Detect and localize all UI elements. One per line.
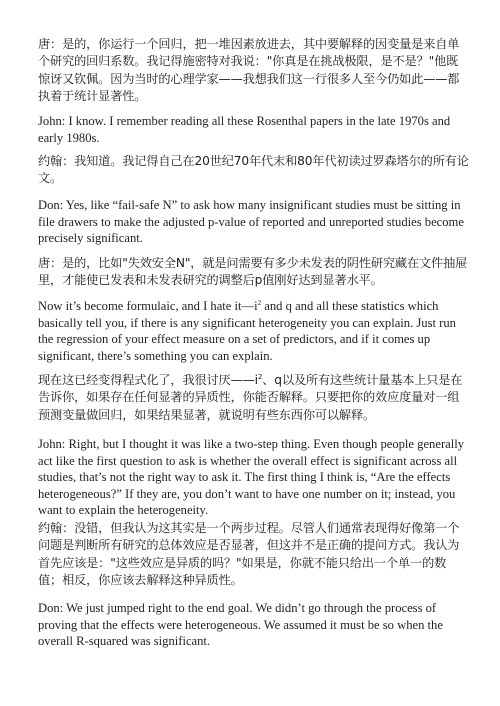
superscript: 2 [257,298,262,307]
paragraph-en-3 [38,298,470,364]
superscript: 2 [257,372,263,381]
paragraph-en-1: John: I know. I remember reading all these Rosenthal papers in the late 1970s and early 1980s. [38,114,451,145]
paragraph-en-4: John: Right, but I thought it was like a two-step thing. Even though people generally act like the first question to ask is whether the overall effect is significant across all studies, that’s not the right way to ask it. The first thing I think is, “Are the effects heterogeneous?” If they are, you don’t want to have one number on it; instead, you want to explain the heterogeneity. [38,437,465,518]
paragraph-en-5: Don: We just jumped right to the end goal. We didn’t go through the process of proving that the effects were heterogeneous. We assumed it must be so when the overall R-squared was significant. [38,601,443,649]
paragraph-zh-3: 唐：是的，比如"失效安全N"，就是问需要有多少未发表的阴性研究藏在文件抽屉里，才能使已发表和未发表研究的调整后p值刚好达到显著水平。 [38,256,468,288]
paragraph-zh-1: 唐：是的，你运行一个回归，把一堆因素放进去，其中要解释的因变量是来自单个研究的回归系数。我记得施密特对我说："你真是在挑战极限，是不是？"他既惊讶又钦佩。因为当时的心理学家——我想我们这一行很多人至今仍如此——都执着于统计显著性。 [38,37,460,104]
paragraph-zh-4-after: 、q以及所有这些统计量基本上只是在告诉你，如果存在任何显著的异质性，你能否解释。只要把你的效应度量对一组预测变量做回归，如果结果显著，就说明有些东西你可以解释。 [38,373,463,422]
paragraph-en-3-after: and q and all these statistics which basically tell you, if there is any significant heterogeneity you can explain. Just run the regression of your effect measure on a set of predictors, and if it comes up significant, there’s something you can explain. [38,299,456,363]
paragraph-zh-2: 约翰：我知道。我记得自己在20世纪70年代末和80年代初读过罗森塔尔的所有论文。 [38,154,469,186]
paragraph-zh-5: 约翰：没错，但我认为这其实是一个两步过程。尽管人们通常表现得好像第一个问题是判断所有研究的总体效应是否显著，但这并不是正确的提问方式。我认为首先应该是："这些效应是异质的吗？"如果是，你就不能只给出一个单一的数值；相反，你应该去解释这种异质性。 [38,521,460,588]
paragraph-zh-4 [38,372,470,424]
paragraph-en-2: Don: Yes, like “fail-safe N” to ask how many insignificant studies must be sitting in file drawers to make the adjusted p-value of reported and unreported studies become precisely significant. [38,198,464,246]
paragraph-zh-4-before: 现在这已经变得程式化了，我很讨厌——i [38,373,258,387]
paragraph-en-3-before: Now it’s become formulaic, and I hate it—i [38,299,258,313]
